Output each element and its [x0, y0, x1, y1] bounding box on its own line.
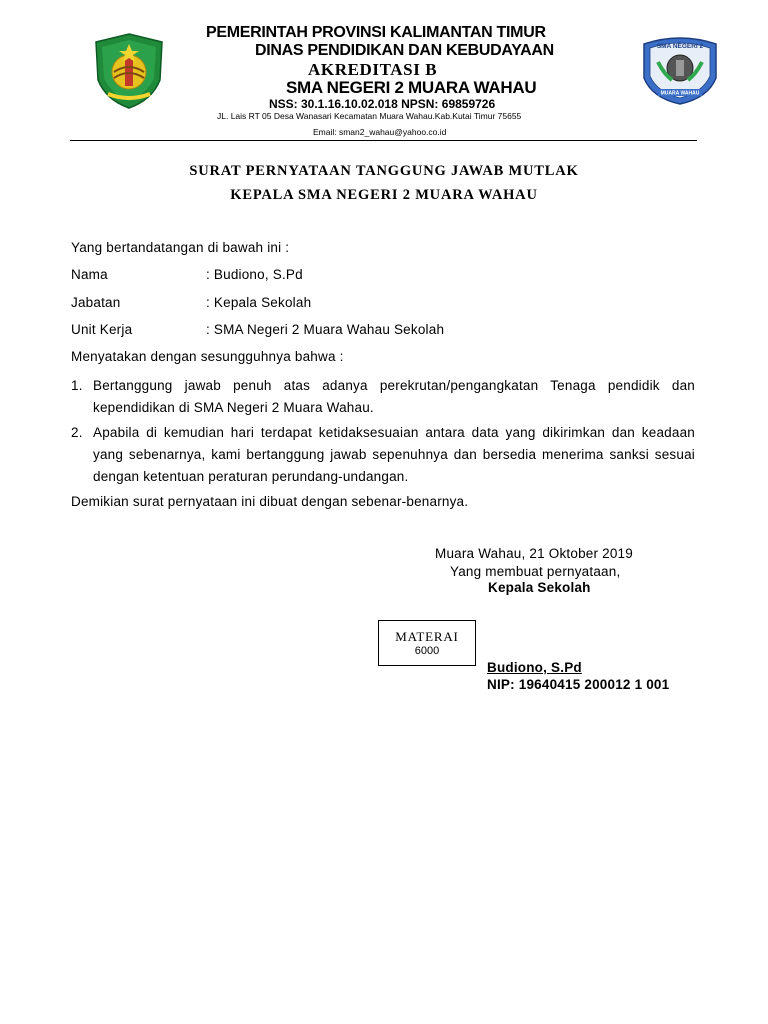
field-jabatan: [71, 295, 311, 310]
list-item-text: Bertanggung jawab penuh atas adanya perekrutan/pengangkatan Tenaga pendidik dan kependidikan di SMA Negeri 2 Muara Wahau.: [93, 378, 695, 415]
list-item-text: Apabila di kemudian hari terdapat ketidaksesuaian antara data yang dikirimkan dan keadaan yang sebenarnya, kami bertanggung jawab sepenuhnya dan bersedia menerima sanksi sesuai dengan ketentuan peraturan perundang-undangan.: [93, 425, 695, 484]
letterhead-department: DINAS PENDIDIKAN DAN KEBUDAYAAN: [255, 42, 554, 59]
school-logo-bottom-text: MUARA WAHAU: [660, 90, 700, 97]
list-item-number: 1.: [71, 378, 83, 393]
list-item: [71, 375, 695, 419]
school-logo-top-text: SMA NEGERI 2: [656, 43, 704, 50]
school-emblem-icon: [636, 34, 724, 106]
field-label: Unit Kerja: [71, 322, 133, 337]
field-value: : Kepala Sekolah: [206, 295, 312, 310]
letterhead-address: JL. Lais RT 05 Desa Wanasari Kecamatan Muara Wahau.Kab.Kutai Timur 75655: [217, 111, 522, 121]
letterhead-nss-npsn: NSS: 30.1.16.10.02.018 NPSN: 69859726: [269, 97, 496, 111]
letterhead-divider: [70, 140, 697, 141]
declaration-text: Menyatakan dengan sesungguhnya bahwa :: [71, 349, 344, 364]
letterhead-accreditation: AKREDITASI B: [308, 60, 438, 79]
stamp-value: 6000: [414, 645, 440, 657]
field-value: : SMA Negeri 2 Muara Wahau Sekolah: [206, 322, 445, 337]
letterhead-school-name: SMA NEGERI 2 MUARA WAHAU: [286, 78, 537, 97]
closing-text: Demikian surat pernyataan ini dibuat dengan sebenar-benarnya.: [71, 494, 469, 509]
document-title: SURAT PERNYATAAN TANGGUNG JAWAB MUTLAK: [189, 163, 579, 179]
intro-text: Yang bertandatangan di bawah ini :: [71, 240, 290, 255]
list-item-number: 2.: [71, 425, 83, 440]
revenue-stamp-box: [378, 620, 476, 666]
list-item: [71, 422, 695, 488]
signatory-nip: NIP: 19640415 200012 1 001: [487, 677, 670, 692]
signatory-name: Budiono, S.Pd: [487, 660, 582, 675]
provincial-emblem-icon: [90, 32, 168, 110]
document-subtitle: KEPALA SMA NEGERI 2 MUARA WAHAU: [230, 187, 538, 203]
field-unit-kerja: [71, 322, 444, 337]
signatory-role: Kepala Sekolah: [488, 580, 591, 595]
statement-list: [71, 375, 695, 491]
field-label: Jabatan: [71, 295, 121, 310]
field-label: Nama: [71, 267, 108, 282]
field-nama: [71, 267, 303, 282]
signatory-caption: Yang membuat pernyataan,: [450, 564, 621, 579]
stamp-label: MATERAI: [395, 629, 459, 644]
letterhead-email: Email: sman2_wahau@yahoo.co.id: [313, 127, 447, 137]
letterhead-government: PEMERINTAH PROVINSI KALIMANTAN TIMUR: [206, 24, 546, 41]
field-value: : Budiono, S.Pd: [206, 267, 303, 282]
place-date: Muara Wahau, 21 Oktober 2019: [435, 546, 633, 561]
